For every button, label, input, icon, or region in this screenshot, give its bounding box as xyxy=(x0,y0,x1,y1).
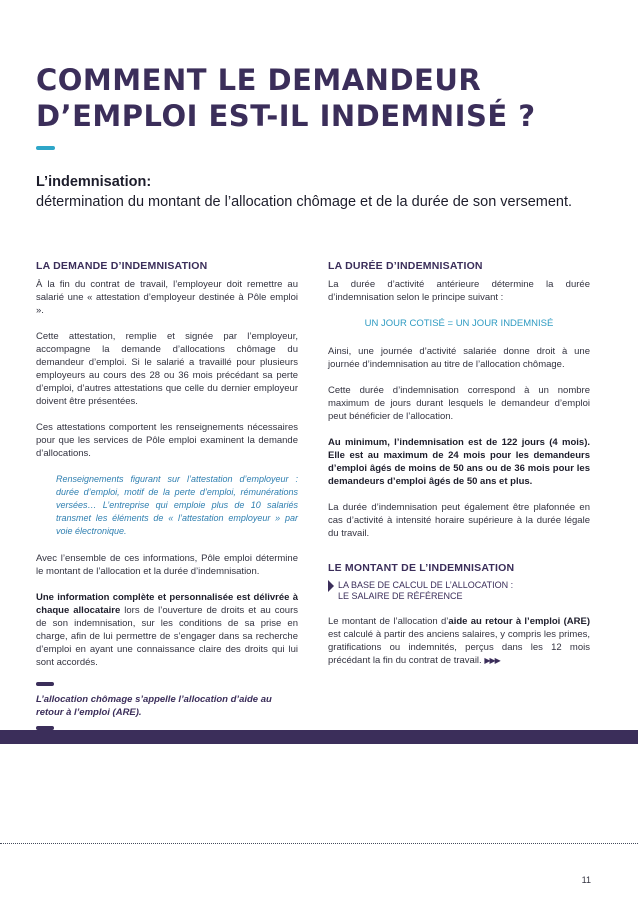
page-number: 11 xyxy=(581,875,591,885)
purple-band xyxy=(0,730,638,744)
right-column xyxy=(328,260,590,680)
calculation-base-subheading xyxy=(328,580,590,602)
principle-statement: UN JOUR COTISÉ = UN JOUR INDEMNISÉ xyxy=(364,318,554,329)
right-paragraph-4-bold: Au minimum, l’indemnisation est de 122 jours (4 mois). Elle est au maximum de 24 mois pour les demandeurs d’emploi âgés de moins de 50 ans ou de 36 mois pour les demandeurs d’emploi âgés de 50 ans et plus. xyxy=(328,437,590,487)
right-paragraph-5: La durée d’indemnisation peut également être plafonnée en cas d’activité à intensité horaire supérieure à la durée légale du travail. xyxy=(328,502,590,539)
subtitle-block xyxy=(36,172,606,212)
right-paragraph-6-pre: Le montant de l’allocation d’ xyxy=(328,616,449,627)
calculation-base-text xyxy=(338,580,513,602)
subtitle-text: détermination du montant de l’allocation chômage et de la durée de son versement. xyxy=(36,194,573,210)
calculation-base-line-2: LE SALAIRE DE RÉFÉRENCE xyxy=(338,591,463,601)
left-paragraph-1: À la fin du contrat de travail, l’employeur doit remettre au salarié une « attestation d’employeur destinée à Pôle emploi ». xyxy=(36,279,298,316)
triangle-bullet-icon xyxy=(328,580,334,592)
right-paragraph-2: Ainsi, une journée d’activité salariée donne droit à une journée d’indemnisation au titre de l’allocation chômage. xyxy=(328,346,590,370)
left-paragraph-5-rest: lors de l’ouverture de droits et au cours de son indemnisation, sur les conditions de sa prise en charge, afin de lui permettre de s’engager dans sa recherche d’emploi en ayant une connaissance claire des droits qui lui sont accordés. xyxy=(36,605,298,668)
right-paragraph-6-bold: aide au retour à l’emploi (ARE) xyxy=(448,616,590,627)
left-paragraph-5-bold: Une information complète et personnalisée est délivrée à chaque allocataire xyxy=(36,592,298,616)
right-paragraph-1: La durée d’activité antérieure détermine la durée d’indemnisation selon le principe suivant : xyxy=(328,279,590,303)
left-paragraph-5 xyxy=(36,591,298,669)
left-column xyxy=(36,260,298,730)
continue-arrows-icon: ▶▶▶ xyxy=(484,656,500,665)
right-paragraph-6 xyxy=(328,615,590,667)
title-accent-dash xyxy=(36,146,55,150)
left-paragraph-4: Avec l’ensemble de ces informations, Pôle emploi détermine le montant de l’allocation et la durée d’indemnisation. xyxy=(36,553,298,577)
are-quote: L’allocation chômage s’appelle l’allocation d’aide au retour à l’emploi (ARE). xyxy=(36,694,272,718)
page-title: COMMENT LE DEMANDEUR D’EMPLOI EST-IL INDEMNISÉ ? xyxy=(36,63,536,133)
duration-section-heading: LA DURÉE D’INDEMNISATION xyxy=(328,260,483,272)
left-paragraph-2: Cette attestation, remplie et signée par l’employeur, accompagne la demande d’allocations chômage du demandeur d’emploi. Si le salarié a travaillé pour plusieurs employeurs au cours des 28 ou 36 mois précédant sa perte d’emploi, d’autres attestations que celle du dernier employeur doivent être présentées. xyxy=(36,331,298,407)
right-paragraph-6-rest: est calculé à partir des anciens salaires, y compris les primes, gratifications ou indemnités, perçus dans les 12 mois précédant la fin du contrat de travail. xyxy=(328,629,590,666)
employer-attestation-note: Renseignements figurant sur l’attestation d’employeur : durée d’emploi, motif de la perte d’emploi, rémunérations versées… L’entreprise qui emploie plus de 10 salariés transmet les éléments de « l’attestation employeur » par voie électronique. xyxy=(56,474,298,536)
dotted-separator xyxy=(0,843,638,844)
right-paragraph-3: Cette durée d’indemnisation correspond à un nombre maximum de jours durant lesquels le demandeur d’emploi peut bénéficier de l’allocation. xyxy=(328,385,590,422)
amount-section-heading: LE MONTANT DE L’INDEMNISATION xyxy=(328,562,515,574)
left-paragraph-3: Ces attestations comportent les renseignements nécessaires pour que les services de Pôle emploi examinent la demande d’allocations. xyxy=(36,422,298,459)
left-section-heading: LA DEMANDE D’INDEMNISATION xyxy=(36,260,208,272)
quote-top-dash xyxy=(36,682,54,686)
calculation-base-line-1: LA BASE DE CALCUL DE L’ALLOCATION : xyxy=(338,580,514,590)
subtitle-strong: L’indemnisation: xyxy=(36,174,152,190)
